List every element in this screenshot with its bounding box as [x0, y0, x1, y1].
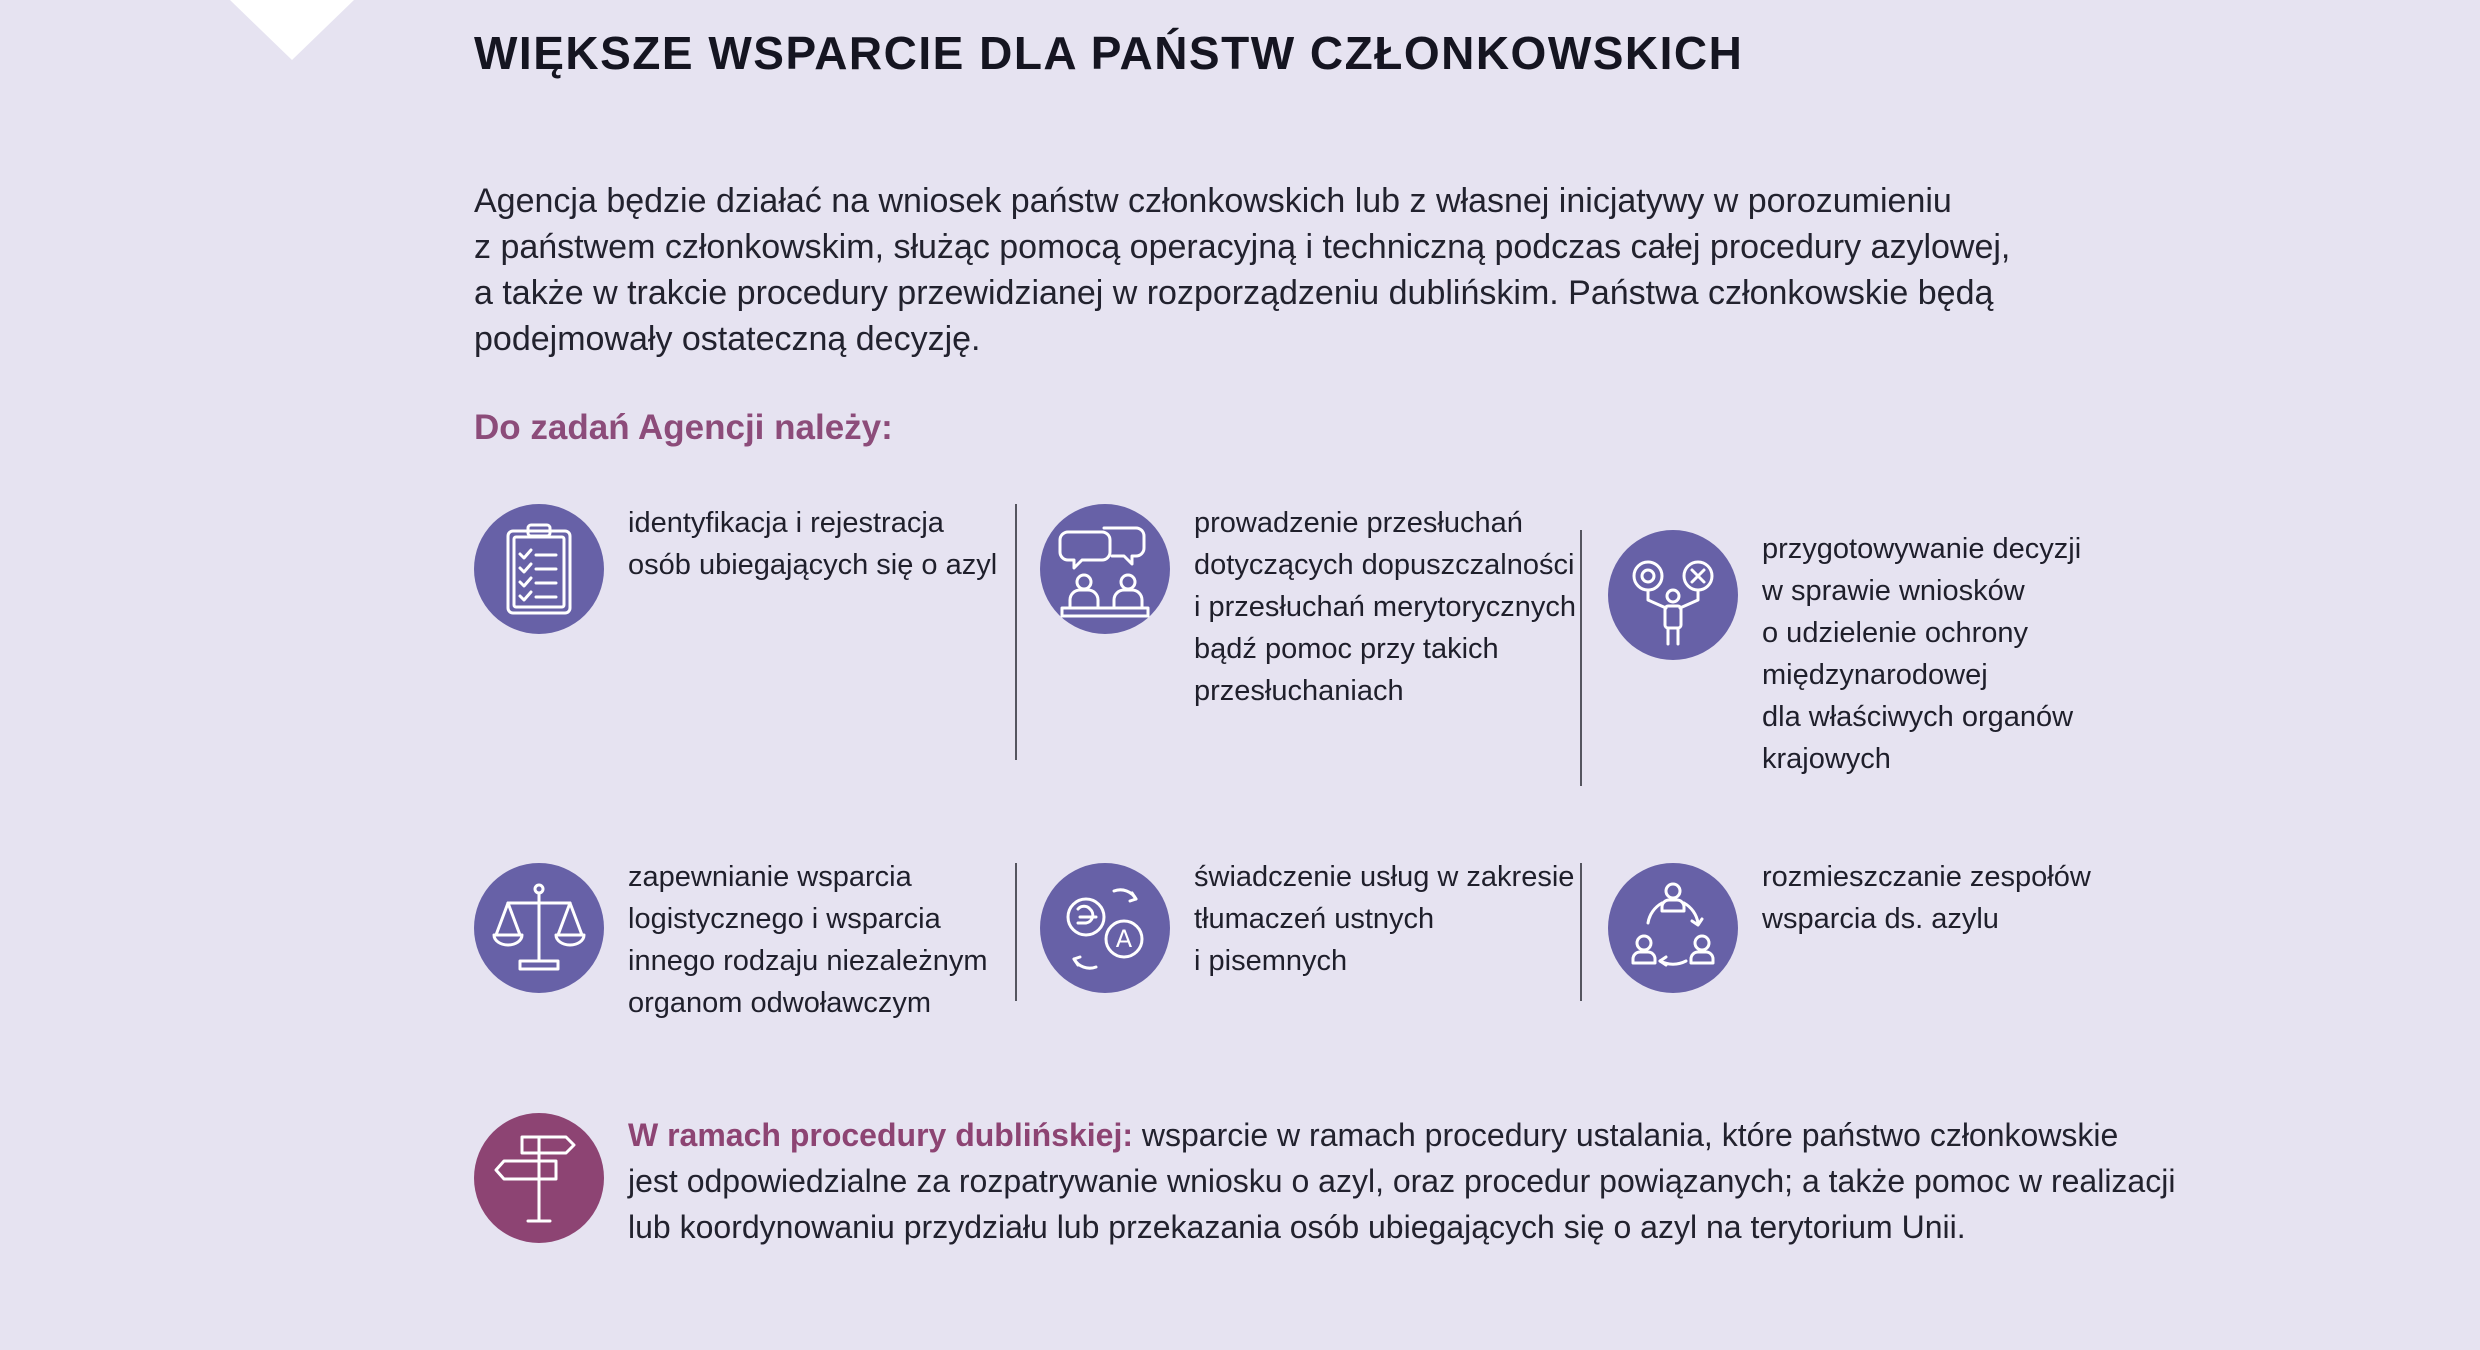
task-teams — [1762, 856, 2091, 940]
dublin-line: jest odpowiedzialne za rozpatrywanie wniosku o azyl, oraz procedur powiązanych; a także pomoc w realizacji — [628, 1163, 2176, 1199]
column-divider — [1580, 530, 1582, 786]
decorative-notch — [230, 0, 354, 60]
task-logistics — [628, 856, 988, 1024]
task-text: logistycznego i wsparcia — [628, 903, 941, 935]
task-text: przygotowywanie decyzji — [1762, 533, 2082, 565]
dublin-line — [628, 1112, 2119, 1158]
intro-line: Agencja będzie działać na wniosek państw członkowskich lub z własnej inicjatywy w porozumieniu — [474, 182, 1952, 220]
column-divider — [1015, 504, 1017, 760]
task-text: bądź pomoc przy takich — [1194, 633, 1499, 665]
dublin-line: lub koordynowaniu przydziału lub przekazania osób ubiegających się o azyl na terytorium Unii. — [628, 1209, 1966, 1245]
task-text: o udzielenie ochrony — [1762, 617, 2029, 649]
task-text: rozmieszczanie zespołów — [1762, 861, 2091, 893]
intro-line: a także w trakcie procedury przewidzianej w rozporządzeniu dublińskim. Państwa członkowskie będą — [474, 274, 1994, 312]
task-text: osób ubiegających się o azyl — [628, 549, 998, 581]
task-text: dla właściwych organów — [1762, 701, 2074, 733]
task-identification — [628, 502, 997, 586]
task-text: międzynarodowej — [1762, 659, 1988, 691]
task-text: tłumaczeń ustnych — [1194, 903, 1435, 935]
task-text: innego rodzaju niezależnym — [628, 945, 988, 977]
tasks-heading: Do zadań Agencji należy: — [474, 408, 893, 447]
signpost-icon — [474, 1113, 604, 1243]
dublin-lead: W ramach procedury dublińskiej: — [628, 1117, 1133, 1153]
dublin-paragraph — [628, 1112, 2176, 1250]
task-decisions — [1762, 528, 2081, 780]
dublin-text: wsparcie w ramach procedury ustalania, które państwo członkowskie — [1133, 1117, 2119, 1153]
column-divider — [1015, 863, 1017, 1001]
intro-line: z państwem członkowskim, służąc pomocą operacyjną i techniczną podczas całej procedury azylowej, — [474, 228, 2011, 266]
task-translation — [1194, 856, 1574, 982]
task-text: identyfikacja i rejestracja — [628, 507, 944, 539]
task-text: prowadzenie przesłuchań — [1194, 507, 1523, 539]
task-text: przesłuchaniach — [1194, 675, 1404, 707]
task-text: i przesłuchań merytorycznych — [1194, 591, 1576, 623]
clipboard-checklist-icon — [474, 504, 604, 634]
task-text: wsparcia ds. azylu — [1762, 903, 1999, 935]
page-title: WIĘKSZE WSPARCIE DLA PAŃSTW CZŁONKOWSKICH — [474, 27, 1744, 79]
decision-person-icon — [1608, 530, 1738, 660]
task-text: organom odwoławczym — [628, 987, 932, 1019]
team-deployment-icon — [1608, 863, 1738, 993]
task-text: i pisemnych — [1194, 945, 1348, 977]
task-text: świadczenie usług w zakresie — [1194, 861, 1575, 893]
interview-speech-bubbles-icon — [1040, 504, 1170, 634]
task-text: krajowych — [1762, 743, 1891, 775]
column-divider — [1580, 863, 1582, 1001]
task-interviews — [1194, 502, 1576, 712]
intro-line: podejmowały ostateczną decyzję. — [474, 320, 981, 358]
task-text: zapewnianie wsparcia — [628, 861, 912, 893]
intro-paragraph — [474, 178, 2124, 362]
task-text: dotyczących dopuszczalności — [1194, 549, 1575, 581]
svg-text:A: A — [1115, 925, 1133, 953]
task-text: w sprawie wniosków — [1762, 575, 2025, 607]
scales-of-justice-icon — [474, 863, 604, 993]
translation-icon — [1040, 863, 1170, 993]
